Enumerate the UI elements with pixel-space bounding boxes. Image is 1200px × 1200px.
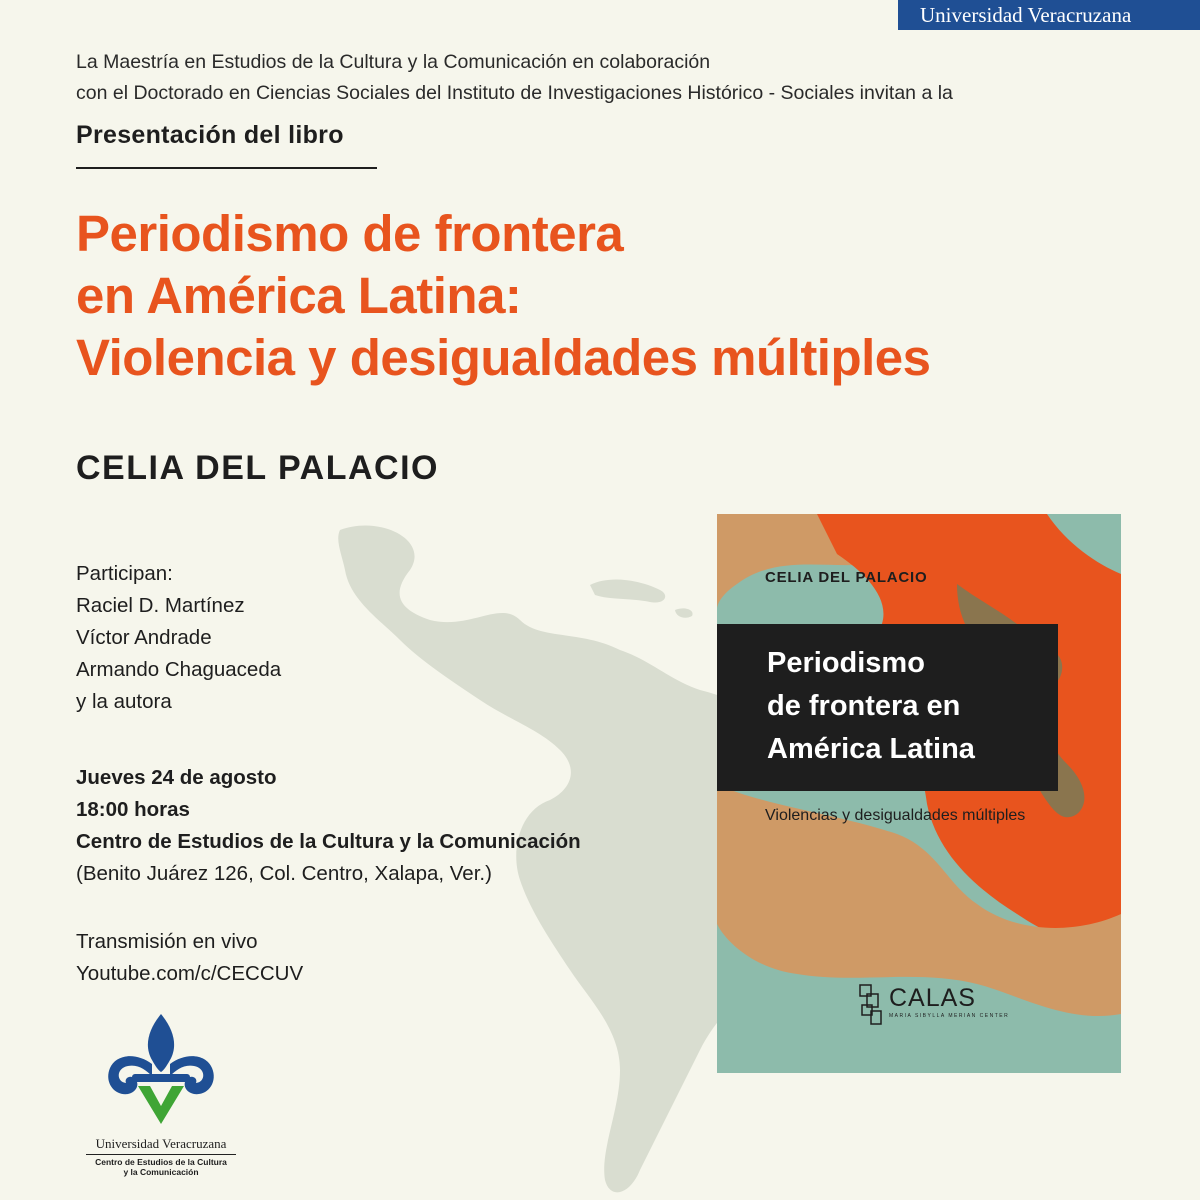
calas-mark-icon <box>859 984 885 1026</box>
calas-name: CALAS <box>889 984 976 1012</box>
calas-subtitle: MARIA SIBYLLA MERIAN CENTER <box>889 1013 1010 1019</box>
uv-logo <box>86 1012 246 1177</box>
event-time: 18:00 horas <box>76 798 190 821</box>
participant-item: Raciel D. Martínez <box>76 594 245 617</box>
participant-item: Víctor Andrade <box>76 626 212 649</box>
university-header-bar <box>898 0 1200 30</box>
participant-item: Armando Chaguaceda <box>76 658 282 681</box>
cover-title-line-1: Periodismo <box>767 647 925 679</box>
cover-subtitle: Violencias y desigualdades múltiples <box>765 807 1026 824</box>
stream-info <box>76 926 303 990</box>
event-address: (Benito Juárez 126, Col. Centro, Xalapa, Ver.) <box>76 862 492 885</box>
title-line-2: en América Latina: <box>76 267 522 324</box>
event-date: Jueves 24 de agosto <box>76 766 277 789</box>
stream-link[interactable]: Youtube.com/c/CECCUV <box>76 962 304 985</box>
book-cover-image <box>717 514 1121 1073</box>
title-line-1: Periodismo de frontera <box>76 205 624 262</box>
intro-line-1: La Maestría en Estudios de la Cultura y la Comunicación en colaboración <box>76 51 711 73</box>
cover-title-line-3: América Latina <box>767 733 975 765</box>
logo-university-name: Universidad Veracruzana <box>86 1136 236 1155</box>
section-divider <box>76 167 377 169</box>
university-header-label: Universidad Veracruzana <box>920 3 1132 27</box>
logo-subtitle-line-2: y la Comunicación <box>123 1167 199 1177</box>
logo-subtitle-line-1: Centro de Estudios de la Cultura <box>95 1157 227 1167</box>
event-venue: Centro de Estudios de la Cultura y la Comunicación <box>76 830 581 853</box>
calas-logo <box>859 984 1010 1031</box>
stream-label: Transmisión en vivo <box>76 930 258 953</box>
uv-flor-de-lis-icon <box>86 1012 236 1127</box>
event-details <box>76 762 581 890</box>
intro-line-2: con el Doctorado en Ciencias Sociales del Instituto de Investigaciones Histórico - Sociales invitan a la <box>76 82 953 104</box>
intro-text <box>76 47 1126 109</box>
logo-subtitle <box>86 1157 236 1177</box>
cover-author: CELIA DEL PALACIO <box>765 569 928 586</box>
title-line-3: Violencia y desigualdades múltiples <box>76 329 931 386</box>
author-name: CELIA DEL PALACIO <box>76 449 439 487</box>
cover-title <box>767 642 1057 771</box>
participant-item: y la autora <box>76 690 172 713</box>
section-label: Presentación del libro <box>76 121 344 149</box>
participants-heading: Participan: <box>76 562 173 585</box>
cover-title-line-2: de frontera en <box>767 690 961 722</box>
book-title-heading <box>76 203 1076 389</box>
participants-block <box>76 558 281 718</box>
